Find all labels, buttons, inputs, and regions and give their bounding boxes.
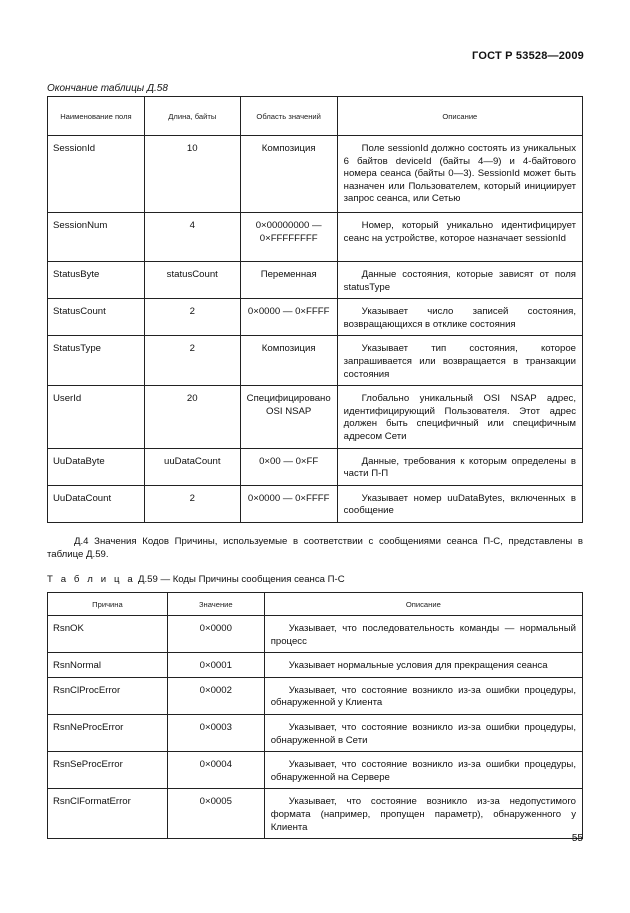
field-range: 0×00 — 0×FF (240, 448, 337, 485)
reason-code: RsnSeProcError (48, 752, 168, 789)
field-range: Специфицировано OSI NSAP (240, 386, 337, 448)
field-range: 0×0000 — 0×FFFF (240, 299, 337, 336)
table-row (48, 336, 583, 386)
field-length: uuDataCount (144, 448, 240, 485)
field-name: SessionId (48, 136, 145, 213)
reason-code: RsnClProcError (48, 677, 168, 714)
header-value: Значение (167, 593, 264, 616)
table-row (48, 789, 583, 839)
reason-code: RsnClFormatError (48, 789, 168, 839)
reason-description: Указывает нормальные условия для прекращения сеанса (264, 653, 582, 678)
table-header-row (48, 97, 583, 136)
table-d59 (47, 592, 583, 839)
field-length: 20 (144, 386, 240, 448)
table-row (48, 752, 583, 789)
reason-description: Указывает, что состояние возникло из-за ошибки процедуры, обнаруженной в Сети (264, 714, 582, 751)
field-name: UuDataByte (48, 448, 145, 485)
field-description: Указывает тип состояния, которое запрашивается или возвращается в транзакции состояния (337, 336, 582, 386)
table-row (48, 386, 583, 448)
table-row (48, 448, 583, 485)
reason-description: Указывает, что последовательность команды — нормальный процесс (264, 616, 582, 653)
page-number: 55 (571, 833, 583, 844)
table-row (48, 213, 583, 262)
field-name: StatusType (48, 336, 145, 386)
field-name: UserId (48, 386, 145, 448)
reason-value: 0×0004 (167, 752, 264, 789)
field-description: Данные состояния, которые зависят от поля statusType (337, 262, 582, 299)
reason-value: 0×0002 (167, 677, 264, 714)
reason-code: RsnNeProcError (48, 714, 168, 751)
field-length: 2 (144, 299, 240, 336)
field-description: Поле sessionId должно состоять из уникальных 6 байтов deviceId (байты 4—9) и 4-байтового номера сеанса (байты 0—3). SessionId может быть назначен или Пользователем, который инициирует запрос сеанса, или Сетью (337, 136, 582, 213)
table-row (48, 714, 583, 751)
table-row (48, 485, 583, 522)
field-range: 0×00000000 — 0×FFFFFFFF (240, 213, 337, 262)
table-d58-caption: Окончание таблицы Д.58 (47, 83, 168, 94)
header-reason: Причина (48, 593, 168, 616)
field-length: 2 (144, 485, 240, 522)
header-description: Описание (264, 593, 582, 616)
table-d58 (47, 96, 583, 523)
field-description: Указывает число записей состояния, возвращающихся в отклике состояния (337, 299, 582, 336)
field-name: SessionNum (48, 213, 145, 262)
reason-code: RsnOK (48, 616, 168, 653)
header-field-name: Наименование поля (48, 97, 145, 136)
field-length: statusCount (144, 262, 240, 299)
field-length: 2 (144, 336, 240, 386)
field-description: Данные, требования к которым определены в части П-П (337, 448, 582, 485)
field-name: StatusCount (48, 299, 145, 336)
field-name: UuDataCount (48, 485, 145, 522)
field-description: Номер, который уникально идентифицирует сеанс на устройстве, которое назначает sessionId (337, 213, 582, 262)
reason-description: Указывает, что состояние возникло из-за ошибки процедуры, обнаруженной на Сервере (264, 752, 582, 789)
table-header-row (48, 593, 583, 616)
reason-description: Указывает, что состояние возникло из-за ошибки процедуры, обнаруженной у Клиента (264, 677, 582, 714)
header-description: Описание (337, 97, 582, 136)
header-range: Область значений (240, 97, 337, 136)
paragraph-d4: Д.4 Значения Кодов Причины, используемые в соответствии с сообщениями сеанса П-С, представлены в таблице Д.59. (47, 536, 583, 560)
reason-description: Указывает, что состояние возникло из-за недопустимого формата (например, пропущен параметр), обнаруженного у Клиента (264, 789, 582, 839)
field-description: Глобально уникальный OSI NSAP адрес, идентифицирующий Пользователя. Этот адрес должен быть специфичный или специфичным адресом Сети (337, 386, 582, 448)
field-range: Композиция (240, 136, 337, 213)
field-length: 4 (144, 213, 240, 262)
table-row (48, 677, 583, 714)
table-row (48, 299, 583, 336)
field-length: 10 (144, 136, 240, 213)
reason-value: 0×0001 (167, 653, 264, 678)
table-row (48, 653, 583, 678)
reason-code: RsnNormal (48, 653, 168, 678)
reason-value: 0×0000 (167, 616, 264, 653)
field-range: 0×0000 — 0×FFFF (240, 485, 337, 522)
table-row (48, 262, 583, 299)
table-row (48, 136, 583, 213)
header-length: Длина, байты (144, 97, 240, 136)
field-name: StatusByte (48, 262, 145, 299)
reason-value: 0×0003 (167, 714, 264, 751)
table-row (48, 616, 583, 653)
field-description: Указывает номер uuDataBytes, включенных в сообщение (337, 485, 582, 522)
field-range: Переменная (240, 262, 337, 299)
table-d59-caption: Т а б л и ц а Д.59 — Коды Причины сообщения сеанса П-С (47, 574, 345, 585)
standard-number: ГОСТ Р 53528—2009 (472, 50, 584, 62)
reason-value: 0×0005 (167, 789, 264, 839)
field-range: Композиция (240, 336, 337, 386)
